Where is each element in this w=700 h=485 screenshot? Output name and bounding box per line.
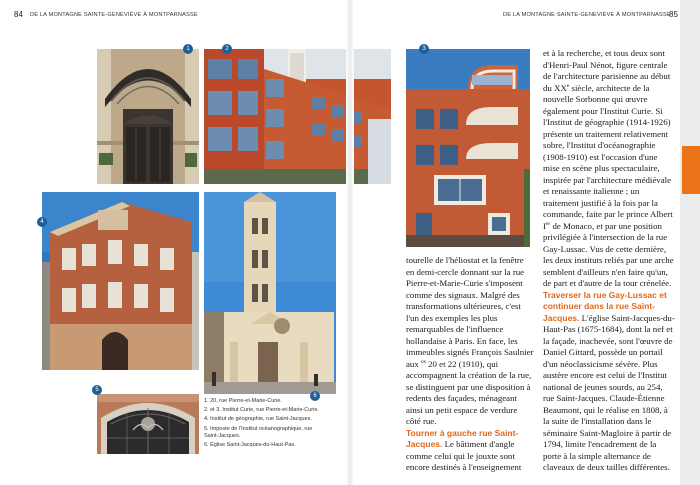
page-edge: [680, 0, 700, 485]
right-running-head: DE LA MONTAGNE SAINTE-GENEVIÈVE À MONTPARNASSE: [503, 12, 671, 18]
photo-number-2: 2: [222, 44, 232, 54]
photo-imposte: [97, 394, 199, 454]
caption-2-3: 2. et 3. Institut Curie, rue Pierre-et-Marie-Curie.: [204, 407, 319, 414]
photo-number-3: 3: [419, 44, 429, 54]
photo-captions: [204, 398, 324, 451]
photo-institut-geographie: [42, 192, 199, 370]
caption-6: 6. Église Saint-Jacques-du-Haut-Pas.: [204, 442, 296, 449]
body-paragraph-1: tourelle de l'héliostat et la fenêtre en demi-cercle donnant sur la rue Pierre-et-Marie-Curie s'imposent comme des signaux. Malgré des transformations ultérieures, c'est l'un des exemples les plus remarquables de l'influence hollandaise à Paris. En face, les immeubles signés François Saulnier aux $^{os}$ 20 et 22 (1910), qui accompagnent la création de la rue, se distinguent par une disposition à redents des façades, ménageant ainsi un petit espace de verdure côté rue.: [406, 255, 534, 426]
photo-institut-balconies: [406, 49, 530, 247]
photo-number-1: 1: [183, 44, 193, 54]
photo-number-5: 5: [92, 385, 102, 395]
right-folio: 85: [669, 10, 678, 19]
caption-1: 1. 20, rue Pierre-et-Marie-Curie.: [204, 398, 282, 404]
text-column-left: [406, 255, 534, 474]
photo-number-4: 4: [37, 217, 47, 227]
caption-4: 4. Institut de géographie, rue Saint-Jacques.: [204, 416, 312, 423]
body-paragraph-2: Tourner à gauche rue Saint-Jacques. Le bâtiment d'angle comme celui qui le jouxte sont encore destinés à l'enseignement: [406, 427, 522, 472]
photo-doorway: [97, 49, 199, 184]
body-paragraph-4: Traverser la rue Gay-Lussac et continuer dans la rue Saint-Jacques. L'église Saint-Jacques-du-Haut-Pas (1675-1684), dont la nef et la façade, inachevée, sont l'œuvre de Daniel Gittard, possède un portail d'un néoclassicisme sévère. Plus austère encore est celui de l'Institut national de jeunes sourds, au 254, rue Saint-Jacques. Claude-Étienne Beaumont, qui le réalise en 1808, à la suite de l'installation dans le séminaire Saint-Magloire à partir de 1794, limite l'encadrement de la porte à la simple alternance de claveaux de deux tailles différentes.: [543, 289, 675, 472]
text-column-right: [543, 48, 675, 474]
chapter-tab: [682, 146, 700, 194]
body-paragraph-3: et à la recherche, et tous deux sont d'Henri-Paul Nénot, figure centrale de l'architecture parisienne au début du XXe siècle, architecte de la nouvelle Sorbonne qui œuvre également pour l'Institut Curie. Si l'Institut de géographie (1914-1926) présente un traitement relativement sobre, l'Institut d'océanographie (1908-1910) est l'occasion d'une mise en scène plus spectaculaire, inspirée par l'architecture médiévale et renaissante italienne ; un traitement justifié à la fois par la commande, faite par le prince Albert Ier de Monaco, et par une position privilégiée à l'intersection de la rue Gay-Lussac. Vus de cette dernière, les deux instituts reliés par une arche semblent d'ailleurs n'en faire qu'un, de part et d'autre de la tour crénelée.: [543, 48, 674, 288]
walking-direction: Traverser la rue Gay-Lussac et continuer dans la rue Saint-Jacques.: [543, 289, 667, 323]
photo-saint-jacques-du-haut-pas: [204, 192, 336, 394]
walking-direction: Tourner à gauche rue Saint-Jacques.: [406, 427, 519, 449]
left-folio: 84: [14, 10, 23, 19]
photo-number-6: 6: [310, 391, 320, 401]
caption-5: 5. Imposte de l'Institut océanographique, rue Saint-Jacques.: [204, 425, 313, 439]
right-page: [350, 0, 680, 485]
left-running-head: DE LA MONTAGNE SAINTE-GENEVIÈVE À MONTPARNASSE: [30, 12, 198, 18]
